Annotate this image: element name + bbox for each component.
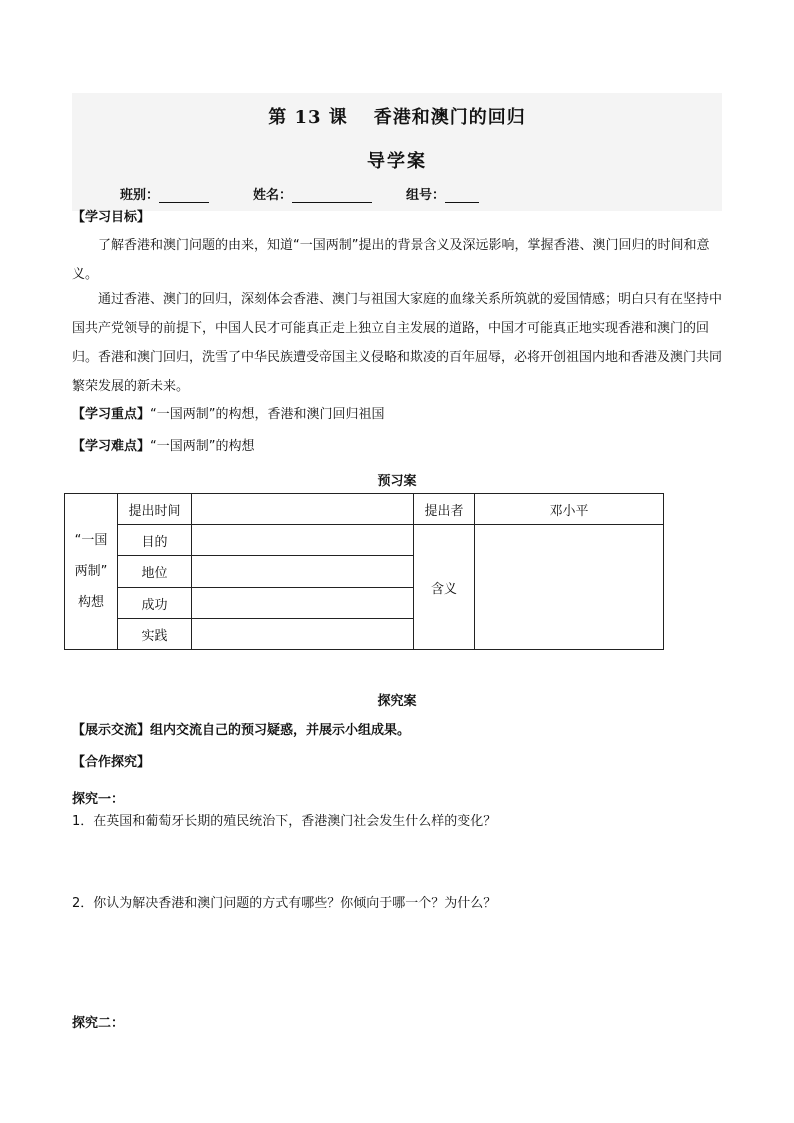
name-blank[interactable] — [292, 188, 372, 203]
table-row-header: “一国 两制” 构想 — [65, 494, 118, 650]
label-status: 地位 — [118, 556, 192, 588]
cell-purpose[interactable] — [192, 525, 414, 556]
difficulty-heading: 【学习难点】 — [72, 439, 151, 454]
question-2: 2．你认为解决香港和澳门问题的方式有哪些？你倾向于哪一个？为什么？ — [72, 896, 497, 911]
label-success: 成功 — [118, 588, 192, 619]
explore-two-heading: 探究二： — [72, 1016, 125, 1031]
key-point-heading: 【学习重点】 — [72, 407, 151, 422]
lesson-title: 香港和澳门的回归 — [373, 107, 526, 128]
name-field — [253, 184, 372, 203]
group-field — [406, 184, 479, 203]
display-heading: 【展示交流】 — [72, 723, 151, 738]
name-label: 姓名： — [253, 188, 293, 203]
question-1: 1．在英国和葡萄牙长期的殖民统治下，香港澳门社会发生什么样的变化？ — [72, 814, 497, 829]
preview-table — [64, 493, 664, 650]
key-point — [72, 400, 724, 429]
label-purpose: 目的 — [118, 525, 192, 556]
label-proposer: 提出者 — [414, 494, 475, 525]
lesson-number: 第 13 课 — [268, 107, 348, 128]
class-label: 班别： — [120, 188, 160, 203]
objectives-para-2: 通过香港、澳门的回归，深刻体会香港、澳门与祖国大家庭的血缘关系所筑就的爱国情感；明白只有在坚持中国共产党领导的前提下，中国人民才可能真正走上独立自主发展的道路，中国才可能真正地实现香港和澳门的回归。香港和澳门回归，洗雪了中华民族遭受帝国主义侵略和欺凌的百年屈辱，必将开创祖国内地和香港及澳门共同繁荣发展的新未来。 — [72, 292, 723, 394]
cell-proposed-time[interactable] — [192, 494, 414, 525]
preview-heading: 预习案 — [377, 474, 417, 489]
cell-success[interactable] — [192, 588, 414, 619]
display-text: 组内交流自己的预习疑惑，并展示小组成果。 — [150, 723, 411, 738]
group-blank[interactable] — [445, 188, 479, 203]
class-field — [120, 184, 209, 203]
cell-practice[interactable] — [192, 619, 414, 650]
difficulty-text: “一国两制”的构想 — [150, 439, 255, 454]
group-label: 组号： — [406, 188, 446, 203]
explore-one-heading: 探究一： — [72, 792, 125, 807]
page-title — [0, 103, 794, 129]
objectives-heading: 【学习目标】 — [72, 210, 151, 225]
difficulty — [72, 432, 724, 461]
page-subtitle: 导学案 — [367, 151, 427, 172]
key-point-text: “一国两制”的构想，香港和澳门回归祖国 — [150, 407, 385, 422]
objectives-para-1: 了解香港和澳门问题的由来，知道“一国两制”提出的背景含义及深远影响，掌握香港、澳门回归的时间和意义。 — [72, 238, 710, 282]
student-info-fields — [0, 184, 794, 204]
cell-status[interactable] — [192, 556, 414, 588]
label-proposed-time: 提出时间 — [118, 494, 192, 525]
label-practice: 实践 — [118, 619, 192, 650]
cell-proposer: 邓小平 — [475, 494, 664, 525]
class-blank[interactable] — [159, 188, 209, 203]
label-meaning: 含义 — [414, 525, 475, 650]
coop-heading: 【合作探究】 — [72, 755, 151, 770]
display-section — [72, 716, 724, 745]
cell-meaning[interactable] — [475, 525, 664, 650]
explore-heading: 探究案 — [377, 694, 417, 709]
